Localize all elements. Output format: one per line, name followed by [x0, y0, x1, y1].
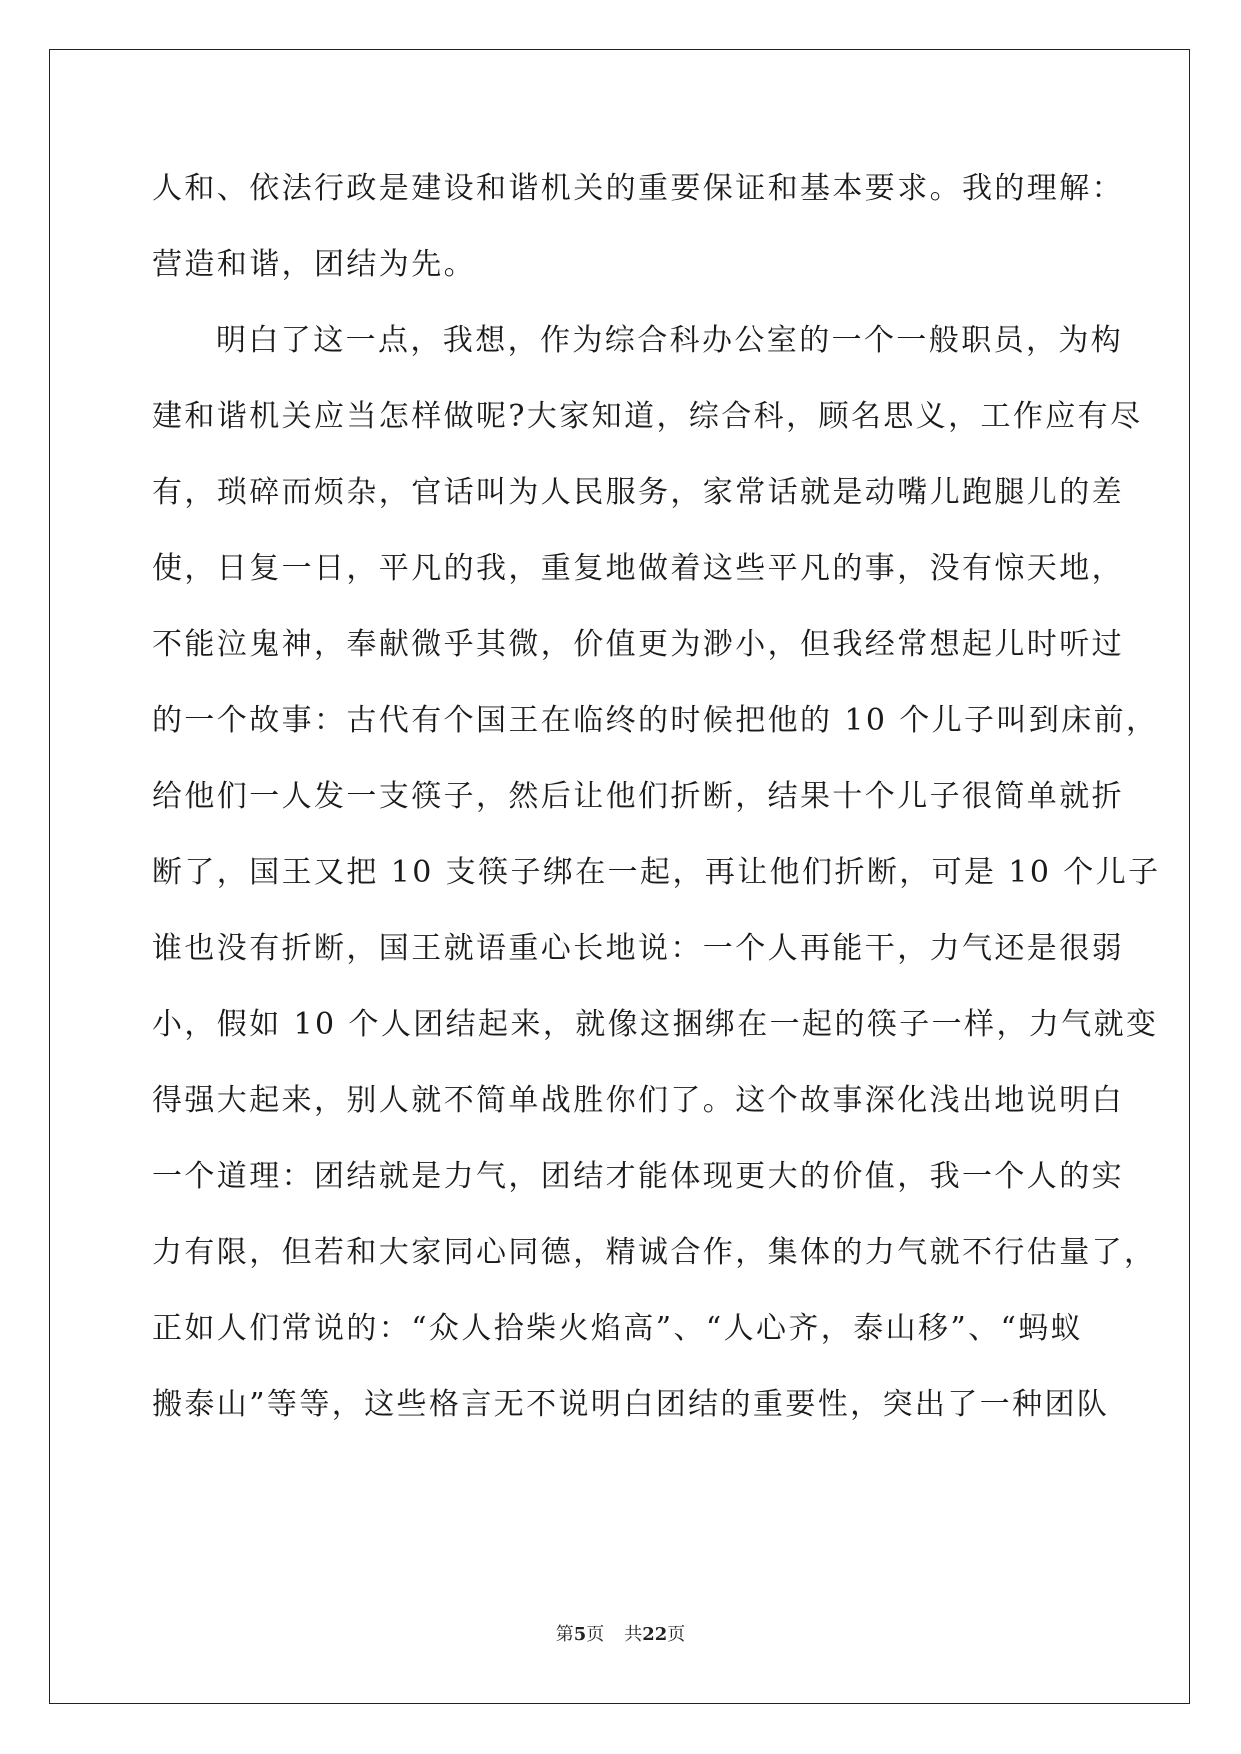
paragraph-start-line: 明白了这一点，我想，作为综合科办公室的一个一般职员，为构: [216, 323, 1124, 358]
page-unit: 页: [586, 1624, 605, 1645]
text-line: 小，假如 10 个人团结起来，就像这捆绑在一起的筷子一样，力气就变: [152, 1007, 1159, 1042]
text-line: 的一个故事：古代有个国王在临终的时候把他的 10 个儿子叫到床前，: [152, 703, 1159, 738]
text-line: 有，琐碎而烦杂，官话叫为人民服务，家常话就是动嘴儿跑腿儿的差: [152, 475, 1124, 510]
text-line: 给他们一人发一支筷子，然后让他们折断，结果十个儿子很简单就折: [152, 779, 1124, 814]
text-line: 一个道理：团结就是力气，团结才能体现更大的价值，我一个人的实: [152, 1159, 1124, 1194]
text-line: 使，日复一日，平凡的我，重复地做着这些平凡的事，没有惊天地，: [152, 551, 1124, 586]
text-line: 力有限，但若和大家同心同德，精诚合作，集体的力气就不行估量了，: [152, 1235, 1157, 1270]
text-line: 不能泣鬼神，奉献微乎其微，价值更为渺小，但我经常想起儿时听过: [152, 627, 1124, 662]
page-footer: [0, 1620, 1241, 1646]
text-line: 谁也没有折断，国王就语重心长地说：一个人再能干，力气还是很弱: [152, 931, 1124, 966]
text-line: 搬泰山”等等，这些格言无不说明白团结的重要性，突出了一种团队: [152, 1387, 1110, 1422]
text-line: 得强大起来，别人就不简单战胜你们了。这个故事深化浅出地说明白: [152, 1083, 1124, 1118]
total-prefix: 共: [624, 1624, 643, 1645]
page-number: 5: [573, 1624, 587, 1645]
text-line: 建和谐机关应当怎样做呢?大家知道，综合科，顾名思义，工作应有尽: [152, 399, 1143, 434]
total-pages: 22: [642, 1624, 668, 1645]
body-text: [152, 151, 1161, 1443]
text-line: 营造和谐，团结为先。: [152, 247, 476, 282]
text-line: 断了，国王又把 10 支筷子绑在一起，再让他们折断，可是 10 个儿子: [152, 855, 1161, 890]
text-line: 正如人们常说的：“众人拾柴火焰高”、“人心齐，泰山移”、“蚂蚁: [152, 1311, 1084, 1346]
total-unit: 页: [667, 1624, 686, 1645]
text-line: 人和、依法行政是建设和谐机关的重要保证和基本要求。我的理解：: [152, 171, 1124, 206]
page-prefix: 第: [555, 1624, 574, 1645]
